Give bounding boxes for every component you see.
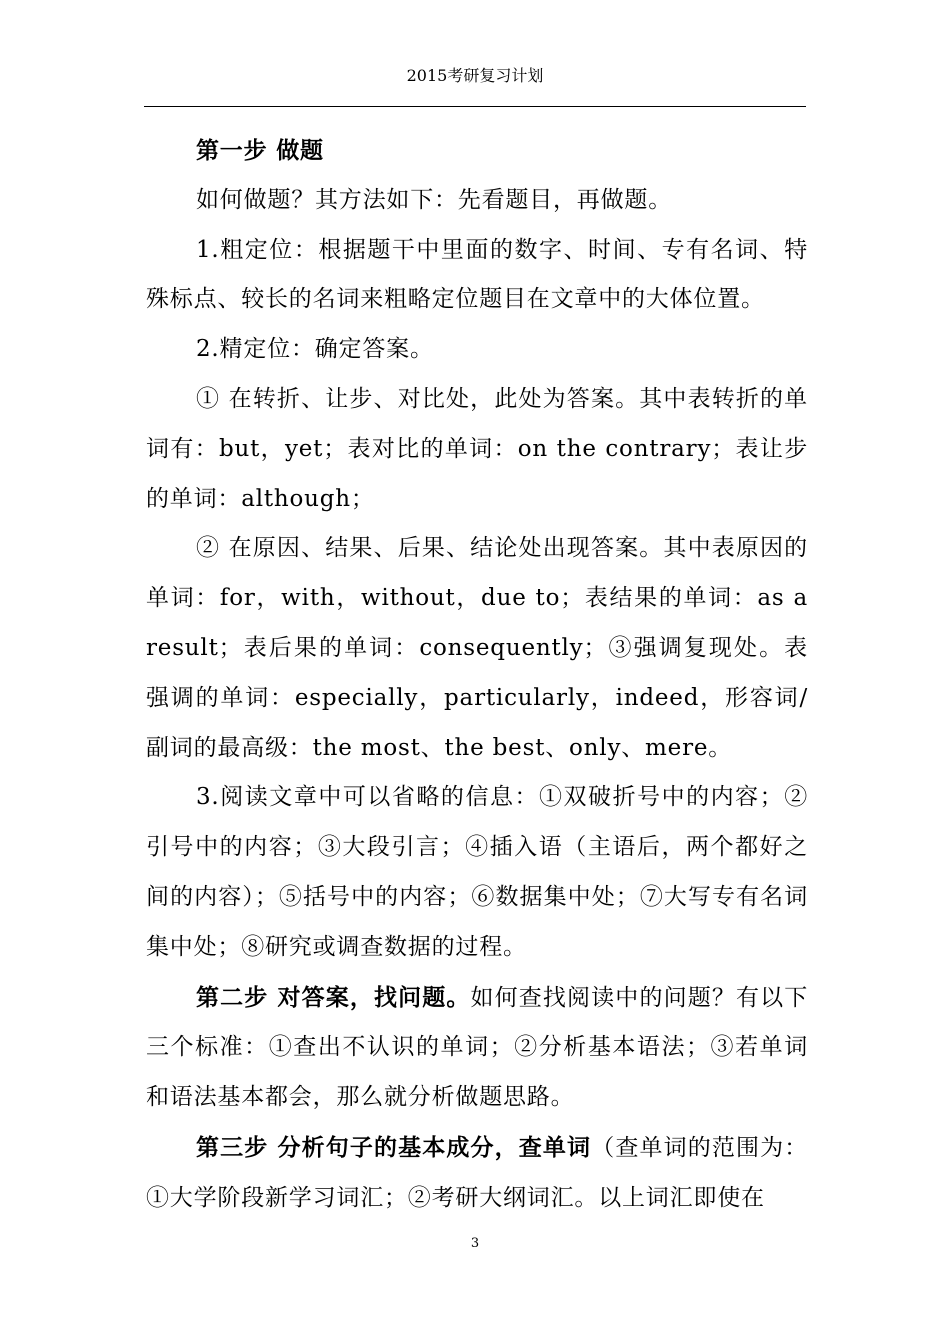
step-three-heading: 第三步 分析句子的基本成分，查单词 [196, 1133, 592, 1161]
step-two-heading: 第二步 对答案，找问题。 [196, 983, 471, 1011]
paragraph: 3.阅读文章中可以省略的信息：①双破折号中的内容；②引号中的内容；③大段引言；④插入语（主语后，两个都好之间的内容）；⑤括号中的内容；⑥数据集中处；⑦大写专有名词集中处；⑧研究或调查数据的过程。 [146, 784, 808, 960]
running-header: 2015考研复习计划 [406, 66, 544, 85]
step-two-text: 如何查找阅读中的问题？有以下三个标准：①查出不认识的单词；②分析基本语法；③若单词和语法基本都会，那么就分析做题思路。 [146, 984, 809, 1111]
header-divider [144, 106, 806, 107]
paragraph: ② 在原因、结果、后果、结论处出现答案。其中表原因的单词：for，with，without，due to；表结果的单词：as a result；表后果的单词：consequently；③强调复现处。表强调的单词：especially，particularly，indeed，形容词/副词的最高级：the most、the best、only、mere。 [146, 535, 808, 761]
step-three-paragraph [146, 1123, 808, 1224]
step-three-text: （查单词的范围为：①大学阶段新学习词汇；②考研大纲词汇。以上词汇即使在 [146, 1134, 809, 1211]
paragraph: ① 在转折、让步、对比处，此处为答案。其中表转折的单词有：but，yet；表对比的单词：on the contrary；表让步的单词：although； [146, 385, 808, 512]
paragraph: 如何做题？其方法如下：先看题目，再做题。 [196, 186, 672, 213]
page-number: 3 [470, 1236, 480, 1251]
step-two-paragraph [146, 973, 808, 1123]
step-one-heading: 第一步 做题 [196, 137, 324, 164]
paragraph: 2.精定位：确定答案。 [196, 336, 434, 363]
paragraph: 1.粗定位：根据题干中里面的数字、时间、专有名词、特殊标点、较长的名词来粗略定位题目在文章中的大体位置。 [146, 236, 808, 313]
document-body [146, 126, 808, 1224]
